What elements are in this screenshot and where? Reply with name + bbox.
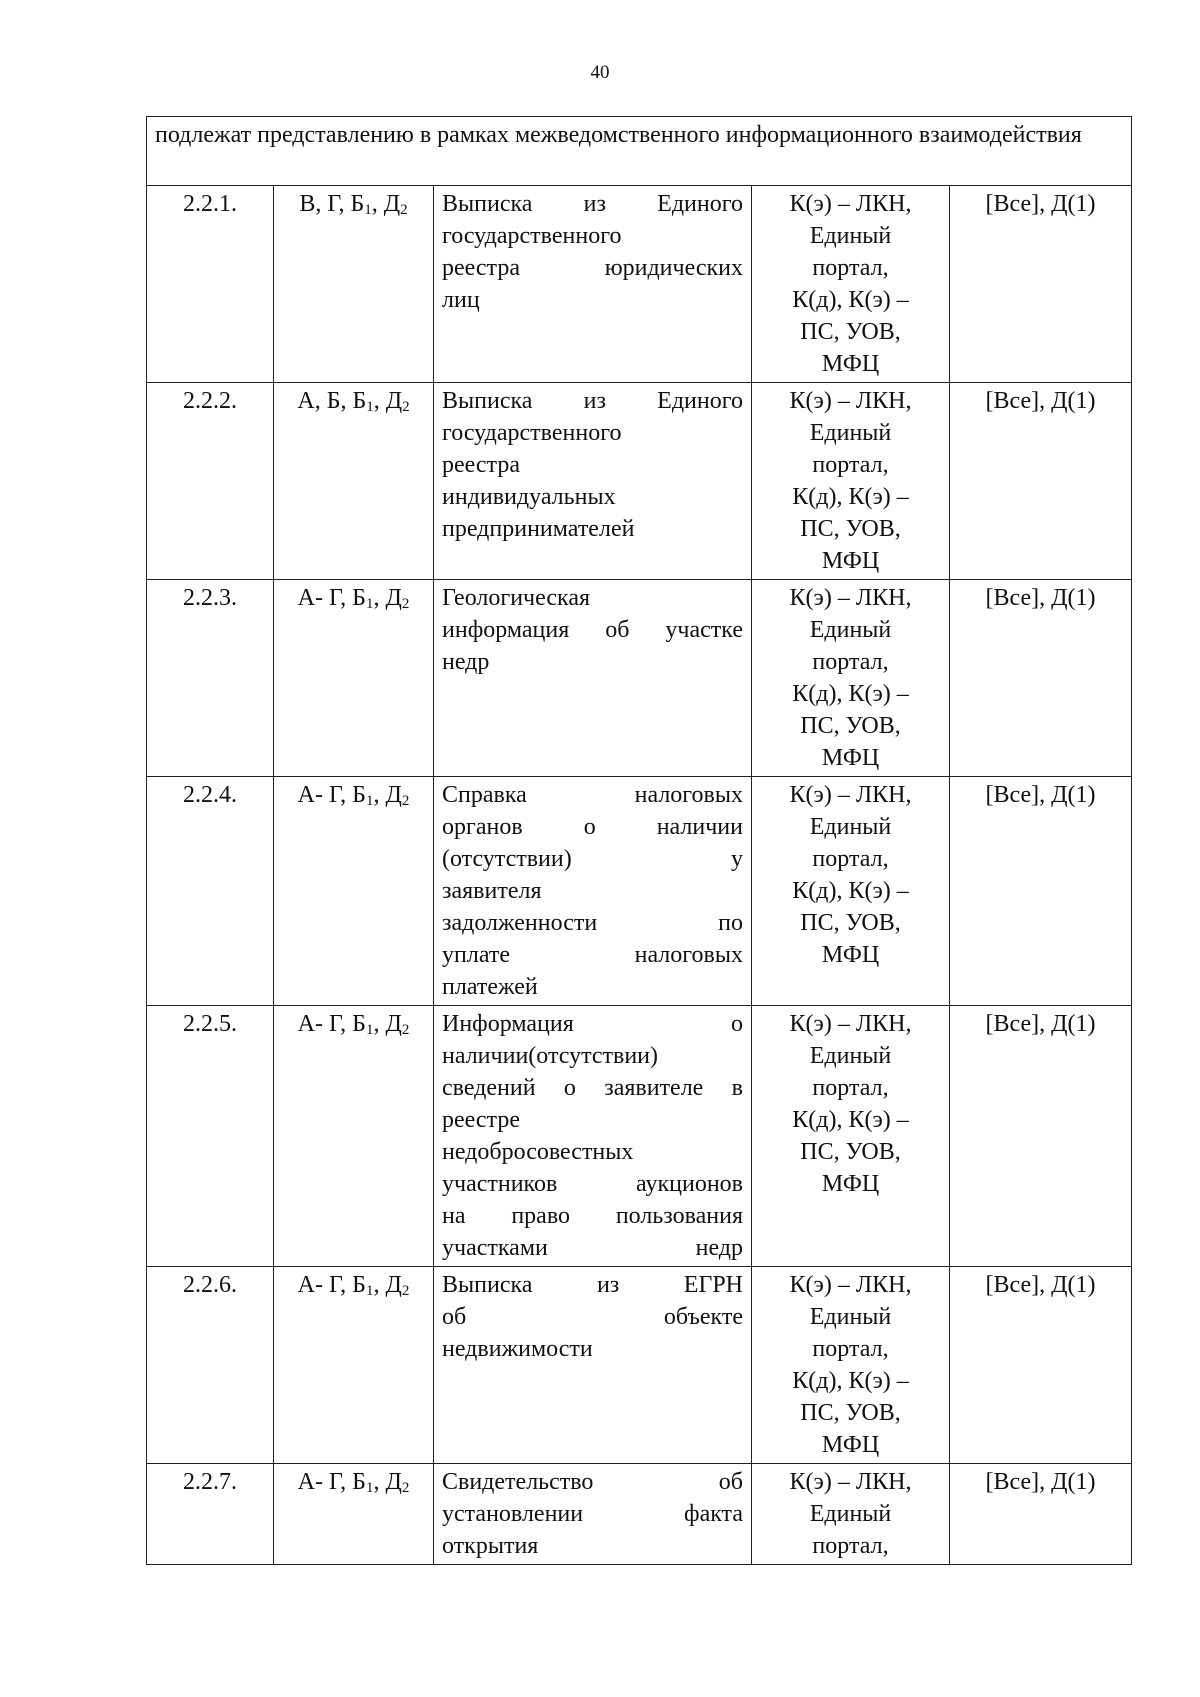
applicant-category-cell <box>274 1267 434 1464</box>
description-line: недр <box>442 649 490 675</box>
category-subscript: 2 <box>402 399 410 415</box>
category-subscript: 1 <box>366 399 374 415</box>
method-line: ПС, УОВ, <box>800 713 901 739</box>
document-description-cell <box>434 383 752 580</box>
document-description-cell <box>434 1006 752 1267</box>
description-line: информация об участке <box>442 617 743 643</box>
description-line: государственного <box>442 223 622 249</box>
method-line: Единый <box>809 1043 892 1069</box>
recipient-cell <box>950 383 1132 580</box>
method-line: портал, <box>812 452 889 478</box>
recipient-cell <box>950 1267 1132 1464</box>
description-line: реестра <box>442 452 520 478</box>
category-subscript: 1 <box>365 596 374 612</box>
method-line: портал, <box>812 1533 889 1559</box>
method-line: МФЦ <box>821 548 880 574</box>
method-line: К(д), К(э) – <box>792 878 909 904</box>
description-line: предпринимателей <box>442 516 635 542</box>
method-line: ПС, УОВ, <box>800 319 901 345</box>
category-text: , Д <box>373 388 403 414</box>
category-subscript: 2 <box>401 1283 410 1299</box>
category-text: , Д <box>373 1011 402 1037</box>
method-line: Единый <box>809 617 892 643</box>
category-subscript: 2 <box>400 202 408 218</box>
description-line: установлении факта <box>442 1501 743 1527</box>
description-line: государственного <box>442 420 622 446</box>
category-text: А- Г, Б <box>297 585 366 611</box>
category-text: А, Б, Б <box>297 388 367 414</box>
recipient-text: [Все], Д(1) <box>985 388 1096 414</box>
row-number-cell <box>147 1006 274 1267</box>
category-subscript: 2 <box>401 1480 410 1496</box>
row-number-cell <box>147 1464 274 1565</box>
method-line: портал, <box>812 846 889 872</box>
category-subscript: 1 <box>365 1480 374 1496</box>
method-line: К(д), К(э) – <box>792 1368 909 1394</box>
category-text: , Д <box>373 1272 402 1298</box>
method-line: К(э) – ЛКН, <box>789 1011 912 1037</box>
description-line: органов о наличии <box>442 814 743 840</box>
description-line: уплате налоговых <box>442 942 743 968</box>
method-line: МФЦ <box>821 942 880 968</box>
method-line: МФЦ <box>821 745 880 771</box>
submission-method-cell <box>752 383 950 580</box>
document-description-cell <box>434 1267 752 1464</box>
description-line: реестра юридических <box>442 255 743 281</box>
category-text: А- Г, Б <box>297 1272 366 1298</box>
method-line: МФЦ <box>821 1171 880 1197</box>
submission-method-cell <box>752 186 950 383</box>
category-subscript: 2 <box>401 793 410 809</box>
category-subscript: 1 <box>365 793 374 809</box>
method-line: портал, <box>812 1336 889 1362</box>
method-line: МФЦ <box>821 351 880 377</box>
method-line: К(д), К(э) – <box>792 287 909 313</box>
description-line: участников аукционов <box>442 1171 743 1197</box>
applicant-category-cell <box>274 1464 434 1565</box>
row-number: 2.2.5. <box>183 1011 237 1037</box>
description-line: наличии(отсутствии) <box>442 1043 659 1069</box>
description-line: об объекте <box>442 1304 743 1330</box>
description-line: Справка налоговых <box>442 782 743 808</box>
recipient-cell <box>950 580 1132 777</box>
recipient-cell <box>950 1006 1132 1267</box>
method-line: МФЦ <box>821 1432 880 1458</box>
method-line: Единый <box>809 1501 892 1527</box>
submission-method-cell <box>752 777 950 1006</box>
table-row <box>147 580 1132 777</box>
method-line: К(э) – ЛКН, <box>789 191 912 217</box>
category-subscript: 1 <box>365 1283 374 1299</box>
description-line: Информация о <box>442 1011 743 1037</box>
category-subscript: 1 <box>365 1022 374 1038</box>
description-line: реестре <box>442 1107 520 1133</box>
row-number: 2.2.7. <box>183 1469 237 1495</box>
description-line: недобросовестных <box>442 1139 634 1165</box>
applicant-category-cell <box>274 777 434 1006</box>
recipient-cell <box>950 186 1132 383</box>
method-line: ПС, УОВ, <box>800 1400 901 1426</box>
section-header-text: подлежат представлению в рамках межведомственного информационного взаимодействия <box>155 122 1082 148</box>
category-text: А- Г, Б <box>297 1011 366 1037</box>
recipient-cell <box>950 777 1132 1006</box>
table-row <box>147 1464 1132 1565</box>
table-row <box>147 186 1132 383</box>
recipient-cell <box>950 1464 1132 1565</box>
row-number: 2.2.2. <box>183 388 237 414</box>
row-number-cell <box>147 580 274 777</box>
method-line: К(д), К(э) – <box>792 484 909 510</box>
method-line: Единый <box>809 420 892 446</box>
submission-method-cell <box>752 1006 950 1267</box>
category-subscript: 2 <box>401 596 410 612</box>
method-line: ПС, УОВ, <box>800 1139 901 1165</box>
applicant-category-cell <box>274 186 434 383</box>
category-subscript: 2 <box>401 1022 410 1038</box>
description-line: Выписка из Единого <box>442 388 743 414</box>
table-section-header <box>147 117 1132 186</box>
description-line: недвижимости <box>442 1336 593 1362</box>
description-line: лиц <box>442 287 480 313</box>
document-description-cell <box>434 186 752 383</box>
description-line: на право пользования <box>442 1203 743 1229</box>
description-line: задолженности по <box>442 910 743 936</box>
description-line: Свидетельство об <box>442 1469 743 1495</box>
category-text: , Д <box>373 782 402 808</box>
recipient-text: [Все], Д(1) <box>985 1272 1096 1298</box>
description-line: Геологическая <box>442 585 591 611</box>
document-description-cell <box>434 580 752 777</box>
recipient-text: [Все], Д(1) <box>985 1011 1096 1037</box>
row-number-cell <box>147 1267 274 1464</box>
method-line: портал, <box>812 255 889 281</box>
recipient-text: [Все], Д(1) <box>985 782 1096 808</box>
method-line: К(э) – ЛКН, <box>789 1469 912 1495</box>
method-line: ПС, УОВ, <box>800 516 901 542</box>
description-line: Выписка из ЕГРН <box>442 1272 743 1298</box>
row-number: 2.2.1. <box>183 191 237 217</box>
document-description-cell <box>434 1464 752 1565</box>
page-number: 40 <box>590 62 610 83</box>
description-line: заявителя <box>442 878 542 904</box>
row-number: 2.2.6. <box>183 1272 237 1298</box>
method-line: К(э) – ЛКН, <box>789 1272 912 1298</box>
table-row <box>147 383 1132 580</box>
row-number: 2.2.4. <box>183 782 237 808</box>
method-line: портал, <box>812 1075 889 1101</box>
category-subscript: 1 <box>364 202 372 218</box>
document-table <box>146 116 1132 1565</box>
category-text: , Д <box>371 191 401 217</box>
description-line: платежей <box>442 974 538 1000</box>
description-line: Выписка из Единого <box>442 191 743 217</box>
applicant-category-cell <box>274 1006 434 1267</box>
table-header-row <box>147 117 1132 186</box>
category-text: А- Г, Б <box>297 1469 366 1495</box>
category-text: А- Г, Б <box>297 782 366 808</box>
method-line: К(э) – ЛКН, <box>789 782 912 808</box>
applicant-category-cell <box>274 580 434 777</box>
description-line: индивидуальных <box>442 484 616 510</box>
category-text: , Д <box>373 1469 402 1495</box>
row-number-cell <box>147 777 274 1006</box>
submission-method-cell <box>752 1267 950 1464</box>
recipient-text: [Все], Д(1) <box>985 585 1096 611</box>
submission-method-cell <box>752 580 950 777</box>
submission-method-cell <box>752 1464 950 1565</box>
method-line: ПС, УОВ, <box>800 910 901 936</box>
description-line: сведений о заявителе в <box>442 1075 743 1101</box>
recipient-text: [Все], Д(1) <box>985 1469 1096 1495</box>
applicant-category-cell <box>274 383 434 580</box>
row-number: 2.2.3. <box>183 585 237 611</box>
table-row <box>147 1267 1132 1464</box>
table-row <box>147 777 1132 1006</box>
method-line: К(э) – ЛКН, <box>789 585 912 611</box>
category-text: В, Г, Б <box>299 191 365 217</box>
method-line: К(д), К(э) – <box>792 1107 909 1133</box>
description-line: (отсутствии) у <box>442 846 743 872</box>
document-description-cell <box>434 777 752 1006</box>
method-line: портал, <box>812 649 889 675</box>
description-line: участками недр <box>442 1235 743 1261</box>
recipient-text: [Все], Д(1) <box>985 191 1096 217</box>
category-text: , Д <box>373 585 402 611</box>
method-line: К(д), К(э) – <box>792 681 909 707</box>
row-number-cell <box>147 186 274 383</box>
method-line: К(э) – ЛКН, <box>789 388 912 414</box>
description-line: открытия <box>442 1533 539 1559</box>
method-line: Единый <box>809 223 892 249</box>
table-row <box>147 1006 1132 1267</box>
method-line: Единый <box>809 1304 892 1330</box>
method-line: Единый <box>809 814 892 840</box>
row-number-cell <box>147 383 274 580</box>
